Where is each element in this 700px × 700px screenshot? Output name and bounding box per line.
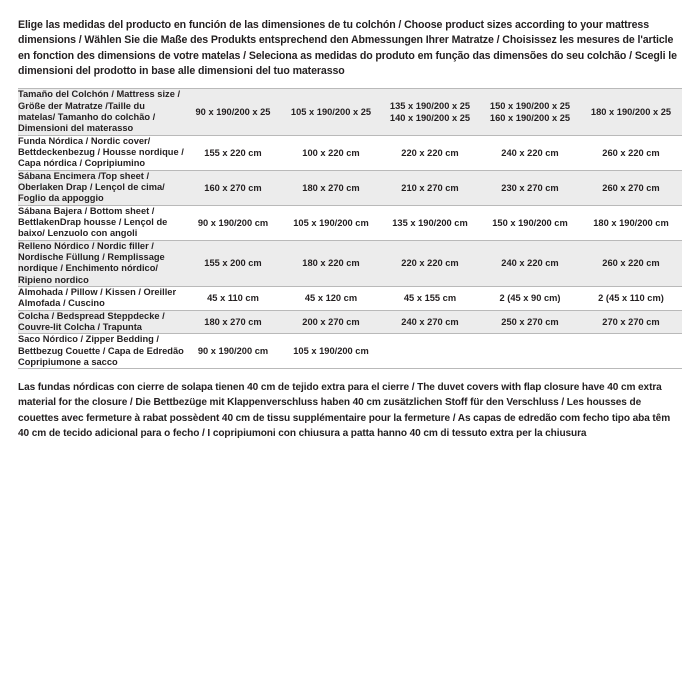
table-cell <box>380 135 480 170</box>
table-cell <box>580 205 682 240</box>
cell-line: 45 x 120 cm <box>304 293 358 304</box>
table-cell <box>184 205 282 240</box>
cell-line: 90 x 190/200 cm <box>197 217 269 228</box>
footer-note: Las fundas nórdicas con cierre de solapa tienen 40 cm de tejido extra para el cierre / The duvet covers with flap closure have 40 cm extra material for the closure / Die Bettbezüge mit Klappenverschluss haben 40 cm zusätzlichen Stoff für den Verschluss / Les housses de couettes avec fermeture à rabat possèdent 40 cm de tissu supplémentaire pour la fermeture / As capas de edredão com fecho tipo aba têm 40 cm de tecido adicional para o fecho / I copripiumoni con chiusura a patta hanno 40 cm di tessuto extra per la chiusura <box>18 382 671 439</box>
table-cell <box>580 287 682 311</box>
cell-line: 230 x 270 cm <box>501 182 559 193</box>
table-cell <box>580 170 682 205</box>
table-cell <box>184 89 282 135</box>
cell-line: 2 (45 x 90 cm) <box>499 293 561 304</box>
table-cell <box>282 240 380 286</box>
cell-line: 220 x 220 cm <box>401 147 459 158</box>
cell-line: 240 x 220 cm <box>501 258 559 269</box>
table-cell <box>380 287 480 311</box>
cell-line: 105 x 190/200 x 25 <box>290 107 372 118</box>
cell-line: 90 x 190/200 cm <box>197 346 269 357</box>
table-row <box>18 240 682 286</box>
table-cell <box>480 240 580 286</box>
cell-line: 210 x 270 cm <box>401 182 459 193</box>
table-cell <box>580 135 682 170</box>
cell-line: 250 x 270 cm <box>501 316 559 327</box>
cell-line: 240 x 220 cm <box>501 147 559 158</box>
table-cell <box>282 310 380 334</box>
table-cell <box>184 240 282 286</box>
cell-line: 2 (45 x 110 cm) <box>598 293 664 304</box>
cell-line: 160 x 270 cm <box>204 182 262 193</box>
table-cell <box>184 334 282 369</box>
row-label: Colcha / Bedspread Steppdecke / Couvre-lit Colcha / Trapunta <box>18 310 184 334</box>
cell-line: 180 x 190/200 x 25 <box>590 107 672 118</box>
cell-line: 45 x 155 cm <box>403 293 457 304</box>
cell-line: 270 x 270 cm <box>602 316 660 327</box>
row-label: Tamaño del Colchón / Mattress size / Größe der Matratze /Taille du matelas/ Tamanho do colchão / Dimensioni del materasso <box>18 89 184 135</box>
cell-line: 155 x 200 cm <box>204 258 262 269</box>
size-table-body <box>18 89 682 369</box>
table-row <box>18 135 682 170</box>
table-cell <box>480 287 580 311</box>
table-cell <box>184 135 282 170</box>
table-cell <box>282 334 380 369</box>
cell-line: 180 x 270 cm <box>204 316 262 327</box>
table-cell <box>282 170 380 205</box>
table-cell <box>480 170 580 205</box>
cell-line: 180 x 270 cm <box>302 182 360 193</box>
cell-line: 180 x 190/200 cm <box>593 217 669 228</box>
row-label: Sábana Bajera / Bottom sheet / BettlakenDrap housse / Lençol de baixo/ Lenzuolo con angoli <box>18 205 184 240</box>
cell-line: 260 x 270 cm <box>602 182 660 193</box>
cell-line: 150 x 190/200 x 25 <box>489 101 571 112</box>
cell-line: 150 x 190/200 cm <box>492 217 568 228</box>
table-row <box>18 334 682 369</box>
cell-line: 90 x 190/200 x 25 <box>195 107 271 118</box>
cell-line: 105 x 190/200 cm <box>293 346 369 357</box>
cell-line: 160 x 190/200 x 25 <box>489 113 571 124</box>
cell-line: 155 x 220 cm <box>204 147 262 158</box>
row-label: Funda Nórdica / Nordic cover/ Bettdeckenbezug / Housse nordique / Capa nórdica / Copripiumino <box>18 135 184 169</box>
size-table <box>18 88 682 369</box>
cell-line: 260 x 220 cm <box>602 147 660 158</box>
table-row <box>18 89 682 135</box>
cell-line: 180 x 220 cm <box>302 258 360 269</box>
table-cell <box>480 135 580 170</box>
table-cell <box>184 287 282 311</box>
table-cell <box>480 310 580 334</box>
table-cell <box>282 89 380 135</box>
table-cell <box>282 205 380 240</box>
cell-line: 260 x 220 cm <box>602 258 660 269</box>
cell-line: 140 x 190/200 x 25 <box>389 113 471 124</box>
table-row <box>18 310 682 334</box>
table-cell <box>380 310 480 334</box>
table-row <box>18 170 682 205</box>
cell-line: 200 x 270 cm <box>302 316 360 327</box>
table-row <box>18 287 682 311</box>
table-cell <box>184 310 282 334</box>
cell-line: 105 x 190/200 cm <box>293 217 369 228</box>
table-cell <box>580 240 682 286</box>
table-cell <box>580 89 682 135</box>
cell-line: 220 x 220 cm <box>401 258 459 269</box>
table-cell <box>282 287 380 311</box>
table-cell <box>380 240 480 286</box>
row-label: Relleno Nórdico / Nordic filler / Nordische Füllung / Remplissage nordique / Enchimento nórdico/ Ripieno nordico <box>18 240 184 286</box>
table-cell <box>480 89 580 135</box>
cell-line: 100 x 220 cm <box>302 147 360 158</box>
table-cell <box>480 205 580 240</box>
table-cell <box>184 170 282 205</box>
table-cell <box>282 135 380 170</box>
row-label: Saco Nórdico / Zipper Bedding / Bettbezug Couette / Capa de Edredão Copripiumone a sacco <box>18 334 184 367</box>
cell-line: 135 x 190/200 cm <box>392 217 468 228</box>
cell-line: 240 x 270 cm <box>401 316 459 327</box>
row-label: Almohada / Pillow / Kissen / Oreiller Almofada / Cuscino <box>18 287 184 311</box>
table-cell <box>380 89 480 135</box>
table-cell <box>580 310 682 334</box>
cell-line: 135 x 190/200 x 25 <box>389 101 471 112</box>
table-cell <box>380 205 480 240</box>
table-cell <box>580 334 682 369</box>
table-row <box>18 205 682 240</box>
table-cell <box>480 334 580 369</box>
intro-text: Elige las medidas del producto en función de las dimensiones de tu colchón / Choose product sizes according to your mattress dimensions / Wählen Sie die Maße des Produkts entsprechend den Abmessungen Ihrer Matratze / Choisissez les mesures de l'article en fonction des dimensions de votre matelas / Seleciona as medidas do produto em função das dimensões do seu colchão / Scegli le dimensioni del prodotto in base alle dimensioni del tuo materasso <box>18 19 677 78</box>
table-cell <box>380 170 480 205</box>
cell-line: 45 x 110 cm <box>207 293 259 304</box>
row-label: Sábana Encimera /Top sheet / Oberlaken Drap / Lençol de cima/ Foglio da appoggio <box>18 170 184 205</box>
table-cell <box>380 334 480 369</box>
